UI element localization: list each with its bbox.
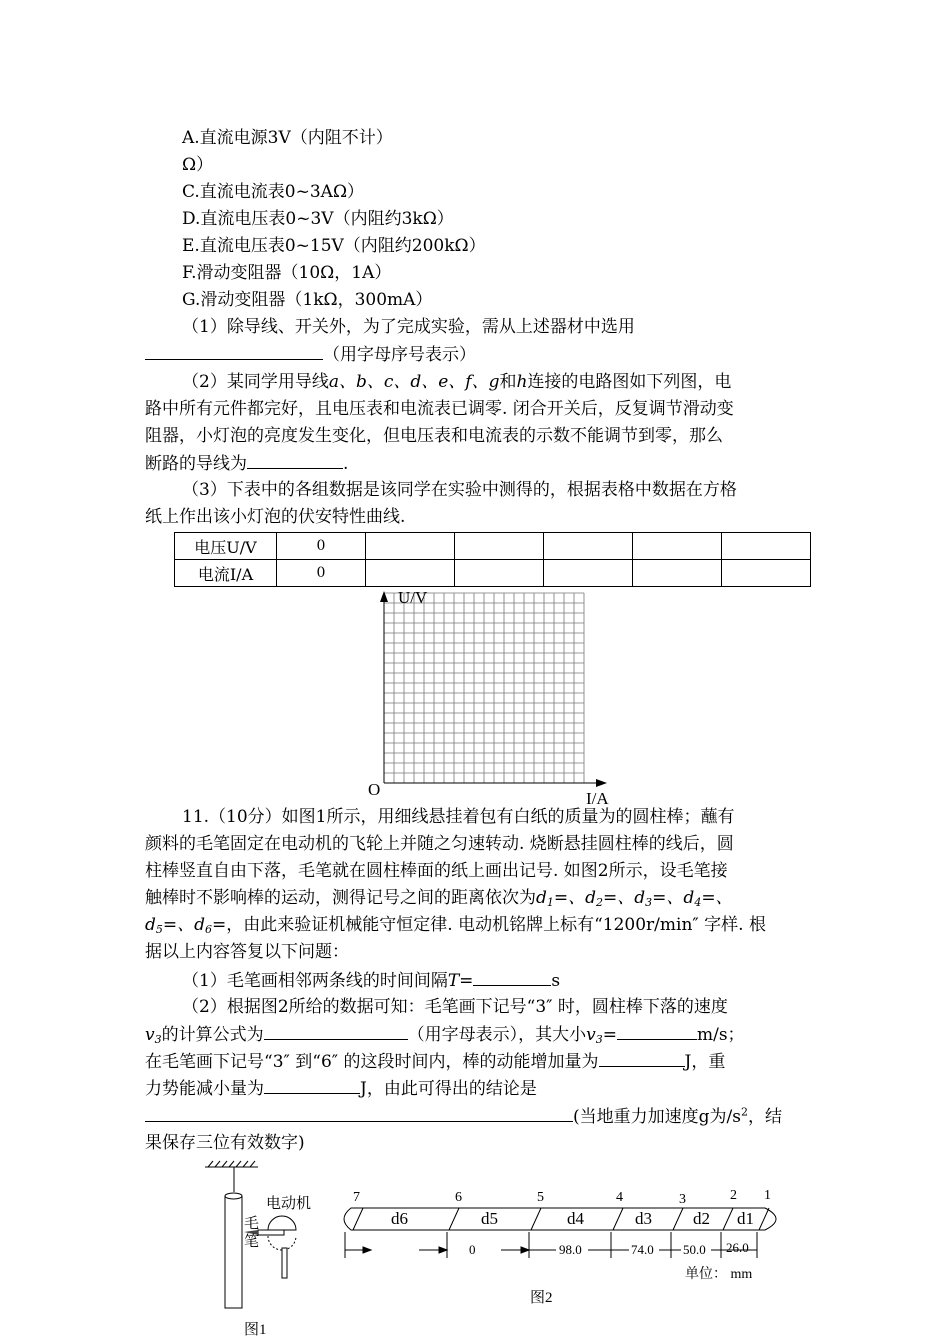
dimension-values [465, 1240, 749, 1257]
segment-label: d1 [737, 1209, 754, 1228]
motor-icon [268, 1216, 296, 1278]
current-cell[interactable] [366, 560, 455, 587]
p11-line3: 柱棒竖直自由下落，毛笔就在圆柱棒面的纸上画出记号. 如图2所示，设毛笔接 [145, 861, 728, 881]
option-b-fragment: Ω） [182, 155, 214, 175]
dimension-value: 98.0 [559, 1242, 582, 1257]
figure-1 [200, 1160, 330, 1342]
cylinder-rod-icon [225, 1193, 242, 1308]
x-axis-arrow-icon [596, 779, 607, 787]
figure-2-caption: 图2 [530, 1290, 553, 1306]
segment-label: d3 [635, 1209, 652, 1228]
brush-label-1: 毛 [244, 1216, 260, 1232]
dimension-value: 0 [469, 1242, 476, 1257]
q3-line1: （3）下表中的各组数据是该同学在实验中测得的，根据表格中数据在方格 [182, 480, 737, 500]
voltage-cell[interactable] [455, 533, 544, 560]
voltage-cell[interactable] [633, 533, 722, 560]
current-cell: 0 [277, 560, 366, 587]
wire-labels: a、b、c、d、e、f、g [328, 372, 500, 392]
option-c: C.直流电流表0~3AΩ） [182, 182, 365, 202]
data-table [174, 532, 811, 587]
p11-line4: 触棒时不影响棒的运动，测得记号之间的距离依次为$d_1=$、$d_2=$、$d_3=$、$d_4=$、 [145, 888, 733, 909]
current-header: 电流I/A [175, 560, 277, 587]
grid-lines [384, 593, 584, 783]
distance-sequence-2: $d_5=$、$d_6=$ [145, 915, 227, 936]
v3-symbol: $v_3$ [145, 1025, 162, 1046]
q2-line3: 阻器，小灯泡的亮度发生变化，但电压表和电流表的示数不能调节到零，那么 [145, 426, 723, 446]
voltage-cell[interactable] [722, 533, 811, 560]
wire-h-label: h [516, 372, 528, 392]
distance-sequence-1: $d_1=$、$d_2=$、$d_3=$、$d_4=$、 [536, 888, 733, 909]
motor-label: 电动机 [266, 1196, 312, 1212]
graph-paper[interactable] [360, 586, 620, 808]
segment-label: d2 [693, 1209, 710, 1228]
q2-line1: （2）某同学用导线a、b、c、d、e、f、g和h连接的电路图如下列图，电 [182, 372, 732, 392]
p11-line5: $d_5=$、$d_6=$，由此来验证机械能守恒定律. 电动机铭牌上标有“1200r/min″ 字样. 根 [145, 915, 766, 936]
brush-label-2: 笔 [244, 1234, 260, 1250]
table-row-current [175, 560, 811, 587]
segment-label: d4 [567, 1209, 584, 1228]
current-cell[interactable] [544, 560, 633, 587]
y-axis-label: U/V [398, 588, 428, 607]
x-axis-label: I/A [586, 789, 609, 808]
v3-value-blank[interactable] [617, 1024, 697, 1040]
p11-line1: 11.（10分）如图1所示，用细线悬挂着包有白纸的质量为的圆柱棒；蘸有 [182, 807, 735, 827]
q2-line4: 断路的导线为 . [145, 454, 349, 474]
origin-label: O [368, 780, 381, 799]
p11-s2-line3: 在毛笔画下记号“3″ 到“6″ 的这段时间内，棒的动能增加量为 J，重 [145, 1052, 726, 1072]
option-g: G.滑动变阻器（1kΩ，300mA） [182, 290, 433, 310]
q1-suffix: （用字母序号表示） [323, 345, 476, 365]
p11-s2-line2: $v_3$的计算公式为 （用字母表示），其大小$v_3= m/s$； [145, 1025, 745, 1046]
potential-energy-blank[interactable] [264, 1078, 360, 1094]
p11-s2-line1: （2）根据图2所给的数据可知：毛笔画下记号“3″ 时，圆柱棒下落的速度 [182, 997, 728, 1017]
p11-s2-line6: 果保存三位有效数字) [145, 1133, 305, 1153]
q2-line2: 路中所有元件都完好，且电压表和电流表已调零. 闭合开关后，反复调节滑动变 [145, 399, 734, 419]
ceiling-hatch-icon [208, 1161, 255, 1167]
mark-label: 6 [455, 1190, 462, 1205]
q1-answer-blank[interactable] [145, 344, 323, 360]
p11-s2-line4: 力势能减小量为 J，由此可得出的结论是 [145, 1079, 537, 1099]
voltage-cell: 0 [277, 533, 366, 560]
mark-label: 5 [537, 1190, 544, 1205]
segment-label: d5 [481, 1209, 498, 1228]
period-answer-blank[interactable] [473, 970, 551, 986]
unit-label: 单位： mm [685, 1267, 753, 1282]
figure-1-caption: 图1 [244, 1322, 267, 1338]
q2-answer-blank[interactable] [247, 453, 343, 469]
current-cell[interactable] [633, 560, 722, 587]
table-row-voltage [175, 533, 811, 560]
mark-label: 1 [764, 1188, 771, 1203]
voltage-cell[interactable] [366, 533, 455, 560]
option-e: E.直流电压表0~15V（内阻约200kΩ） [182, 236, 486, 256]
voltage-header: 电压U/V [175, 533, 277, 560]
mark-label: 4 [616, 1190, 623, 1205]
mark-label: 2 [730, 1188, 737, 1203]
q3-line2: 纸上作出该小灯泡的伏安特性曲线. [145, 507, 406, 527]
paper-strip [344, 1208, 776, 1230]
p11-line6: 据以上内容答复以下问题： [145, 942, 349, 962]
dimension-value: 74.0 [631, 1242, 654, 1257]
p11-s2-line5: (当地重力加速度g为$/s^2$，结 [145, 1106, 782, 1127]
p11-line2: 颜料的毛笔固定在电动机的飞轮上并随之匀速转动. 烧断悬挂圆柱棒的线后，圆 [145, 834, 734, 854]
kinetic-energy-blank[interactable] [599, 1051, 685, 1067]
option-a: A.直流电源3V（内阻不计） [182, 128, 393, 148]
p11-s1: （1）毛笔画相邻两条线的时间间隔T= s [182, 971, 561, 991]
option-f: F.滑动变阻器（10Ω，1A） [182, 263, 392, 283]
mark-label: 3 [679, 1192, 686, 1207]
figure-2 [335, 1180, 795, 1320]
q1-answer-line [145, 344, 476, 365]
q1-text: （1）除导线、开关外，为了完成实验，需从上述器材中选用 [182, 317, 635, 337]
conclusion-blank[interactable] [145, 1106, 573, 1122]
current-cell[interactable] [455, 560, 544, 587]
dimension-value: 26.0 [726, 1240, 749, 1255]
voltage-cell[interactable] [544, 533, 633, 560]
dimension-value: 50.0 [683, 1242, 706, 1257]
segment-label: d6 [391, 1209, 408, 1228]
mark-labels [353, 1188, 771, 1207]
current-cell[interactable] [722, 560, 811, 587]
option-d: D.直流电压表0~3V（内阻约3kΩ） [182, 209, 454, 229]
v3-formula-blank[interactable] [264, 1024, 408, 1040]
mark-label: 7 [353, 1190, 360, 1205]
